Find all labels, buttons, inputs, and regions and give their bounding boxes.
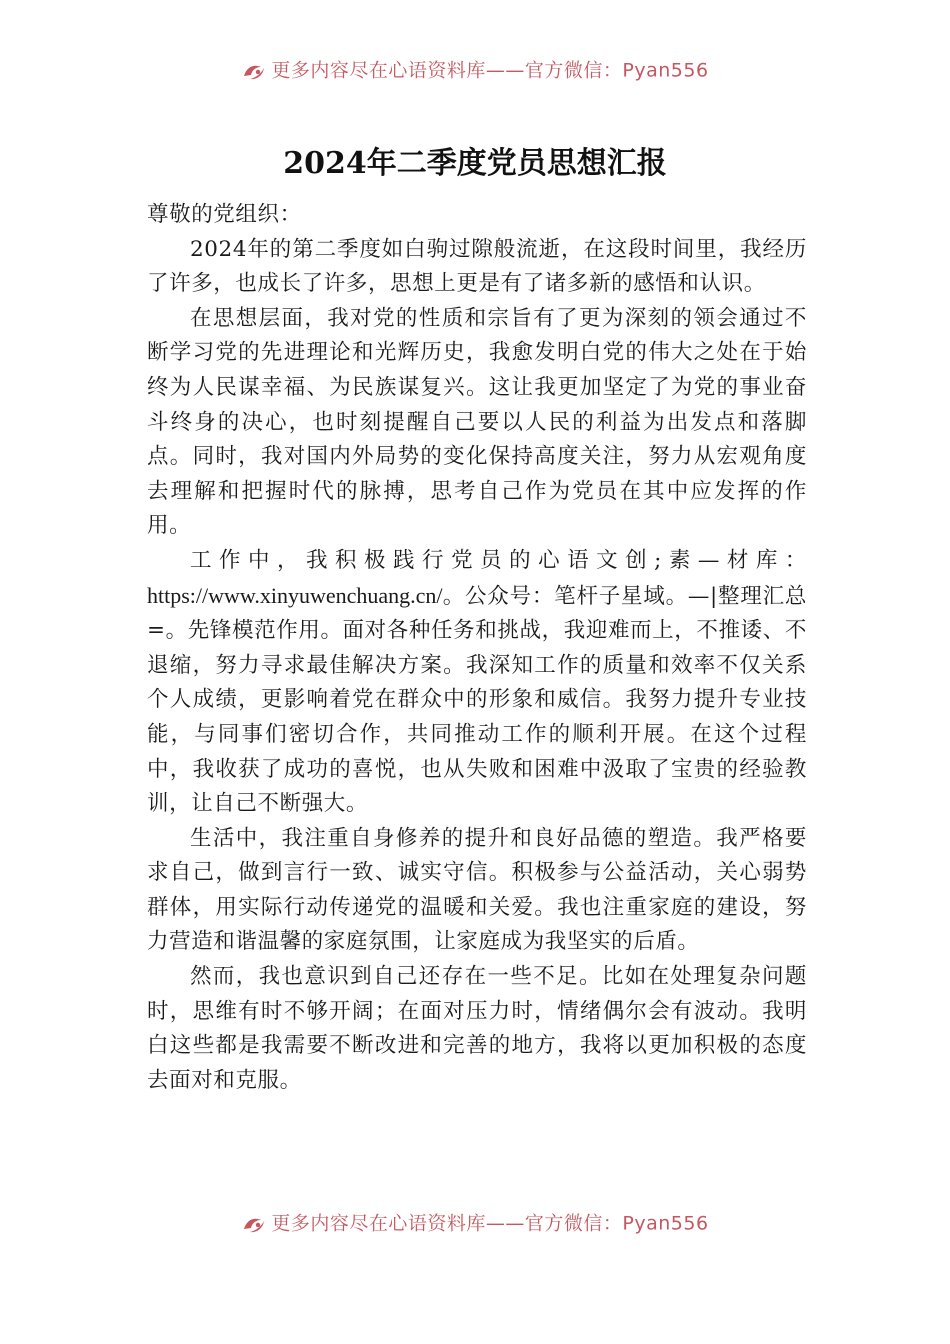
document-title: 2024年二季度党员思想汇报	[283, 146, 667, 181]
document-body	[147, 198, 807, 1098]
brand-logo-icon	[241, 60, 267, 82]
inline-after-url: 。公众号：笔杆子星域。—|	[442, 583, 718, 609]
paragraph-1: 2024年的第二季度如白驹过隙般流逝，在这段时间里，我经历了许多，也成长了许多，思想上更是有了诸多新的感悟和认识。	[147, 236, 807, 297]
paragraph-5: 然而，我也意识到自己还存在一些不足。比如在处理复杂问题时，思维有时不够开阔；在面对压力时，情绪偶尔会有波动。我明白这些都是我需要不断改进和完善的地方，我将以更加积极的态度去面对和克服。	[147, 964, 807, 1093]
watermark-text: 更多内容尽在心语资料库——官方微信：Pyan556	[271, 59, 709, 82]
brand-logo-icon	[241, 1213, 267, 1235]
paragraph-2: 在思想层面，我对党的性质和宗旨有了更为深刻的领会通过不断学习党的先进理论和光辉历史，我愈发明白党的伟大之处在于始终为人民谋幸福、为民族谋复兴。这让我更加坚定了为党的事业奋斗终身的决心，也时刻提醒自己要以人民的利益为出发点和落脚点。同时，我对国内外局势的变化保持高度关注，努力从宏观角度去理解和把握时代的脉搏，思考自己作为党员在其中应发挥的作用。	[147, 305, 807, 539]
watermark-header	[0, 58, 950, 82]
paragraph-3	[147, 544, 807, 822]
paragraph-3-rest: 整理汇总=。先锋模范作用。面对各种任务和挑战，我迎难而上，不推诿、不退缩，努力寻求最佳解决方案。我深知工作的质量和效率不仅关系个人成绩，更影响着党在群众中的形象和威信。我努力提升专业技能，与同事们密切合作，共同推动工作的顺利开展。在这个过程中，我收获了成功的喜悦，也从失败和困难中汲取了宝贵的经验教训，让自己不断强大。	[147, 583, 807, 817]
watermark-text: 更多内容尽在心语资料库——官方微信：Pyan556	[271, 1212, 709, 1235]
inline-url: https://www.xinyuwenchuang.cn/	[147, 582, 443, 608]
salutation: 尊敬的党组织：	[147, 202, 302, 227]
paragraph-3-intro: 工作中，我积极践行党员的心语文创;素—材库：	[190, 547, 807, 573]
watermark-footer	[0, 1211, 950, 1235]
paragraph-4: 生活中，我注重自身修养的提升和良好品德的塑造。我严格要求自己，做到言行一致、诚实守信。积极参与公益活动，关心弱势群体，用实际行动传递党的温暖和关爱。我也注重家庭的建设，努力营造和谐温馨的家庭氛围，让家庭成为我坚实的后盾。	[147, 825, 807, 955]
